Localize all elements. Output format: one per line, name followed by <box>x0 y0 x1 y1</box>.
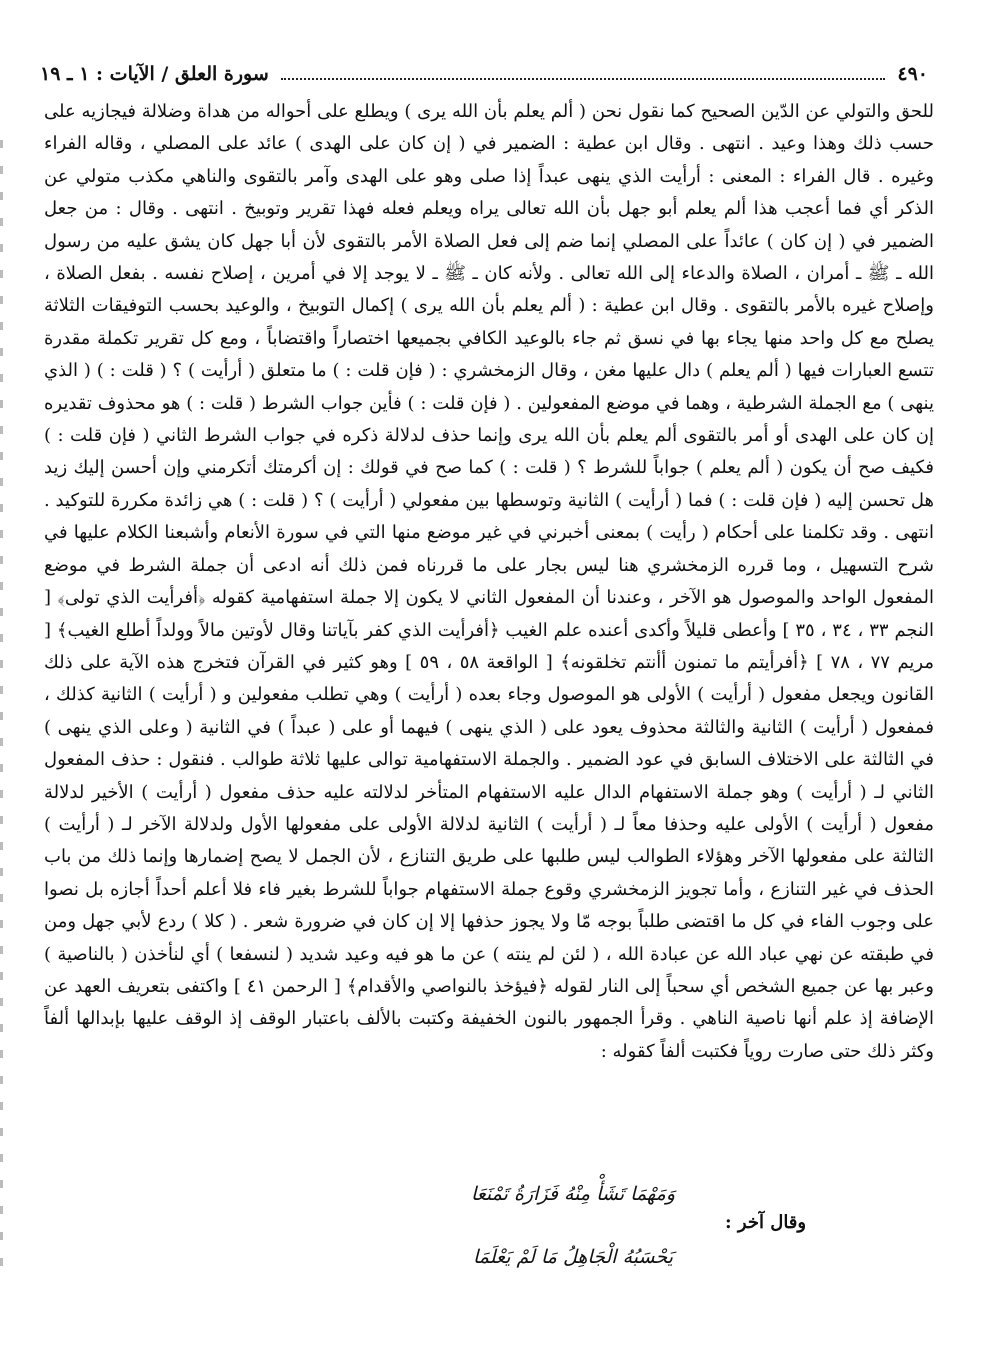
verse-connector: وقال آخر : <box>725 1212 807 1233</box>
running-title: سورة العلق / الآيات : ١ ـ ١٩ <box>40 63 269 85</box>
poetry-verse-2: يَحْسَبُهُ الْجَاهِلُ مَا لَمْ يَعْلَمَا <box>472 1246 674 1268</box>
commentary-paragraph: للحق والتولي عن الدّين الصحيح كما نقول نحن ( ألم يعلم بأن الله يرى ) ويطلع على أحواله من هداة وضلالة فيجازيه على حسب ذلك وهذا وعيد . انتهى . وقال ابن عطية : الضمير في ( إن كان على الهدى ) عائد على المصلي ، وقاله الفراء وغيره . قال الفراء : المعنى : أرأيت الذي ينهى عبداً إذا صلى وهو على الهدى وآمر بالتقوى والناهي مكذب متولي عن الذكر أي فما أعجب هذا ألم يعلم أبو جهل بأن الله تعالى يراه ويعلم فعله فهذا تقرير وتوبيخ . انتهى . وقال : من جعل الضمير في ( إن كان ) عائداً على المصلي إنما ضم إلى فعل الصلاة الأمر بالتقوى لأن أبا جهل كان يشق عليه من رسول الله ـ ﷺ ـ أمران ، الصلاة والدعاء إلى الله تعالى . ولأنه كان ـ ﷺ ـ لا يوجد إلا في أمرين ، إصلاح نفسه . بفعل الصلاة ، وإصلاح غيره بالأمر بالتقوى . وقال ابن عطية : ( ألم يعلم بأن الله يرى ) إكمال التوبيخ ، والوعيد بحسب التوفيقات الثلاثة يصلح مع كل واحد منها يجاء بها في نسق ثم جاء بالوعيد الكافي بجميعها اختصاراً واقتضاباً ، ومع كل تقرير تكملة مقدرة تتسع العبارات فيها ( ألم يعلم ) دال عليها مغن ، وقال الزمخشري : ( فإن قلت : ) ما متعلق ( أرأيت ) ؟ ( قلت : ) ( الذي ينهى ) مع الجملة الشرطية ، وهما في موضع المفعولين . ( فإن قلت : ) فأين جواب الشرط ( قلت : ) هو محذوف تقديره إن كان على الهدى أو أمر بالتقوى ألم يعلم بأن الله يرى وإنما حذف لدلالة ذكره في جواب الشرط الثاني ( فإن قلت : ) فكيف صح أن يكون ( ألم يعلم ) جواباً للشرط ؟ ( قلت : ) كما صح في قولك : إن أكرمتك أتكرمني وإن أحسن إليك زيد هل تحسن إليه ( فإن قلت : ) فما ( أرأيت ) الثانية وتوسطها بين مفعولي ( أرأيت ) ؟ ( قلت : ) هي زائدة مكررة للتوكيد . انتهى . وقد تكلمنا على أحكام ( رأيت ) بمعنى أخبرني في غير موضع منها التي في سورة الأنعام وأشبعنا الكلام عليها في شرح التسهيل ، وما قرره الزمخشري هنا ليس بجار على ما قررناه فمن ذلك أنه ادعى أن جملة الشرط في موضع المفعول الواحد والموصول هو الآخر ، وعندنا أن المفعول الثاني لا يكون إلا جملة استفهامية كقوله ﴿أفرأيت الذي تولى﴾ [ النجم ٣٣ ، ٣٤ ، ٣٥ ] وأعطى قليلاً وأكدى أعنده علم الغيب ﴿أفرأيت الذي كفر بآياتنا وقال لأوتين مالاً وولداً أطلع الغيب﴾ [ مريم ٧٧ ، ٧٨ ] ﴿أفرأيتم ما تمنون أأنتم تخلقونه﴾ [ الواقعة ٥٨ ، ٥٩ ] وهو كثير في القرآن فتخرج هذه الآية على ذلك القانون ويجعل مفعول ( أرأيت ) الأولى هو الموصول وجاء بعده ( أرأيت ) وهي تطلب مفعولين و ( أرأيت ) الثانية كذلك ، فمفعول ( أرأيت ) الثانية والثالثة محذوف يعود على ( الذي ينهى ) فيهما أو على ( عبداً ) في الثانية ( وعلى الذي ينهى ) في الثالثة على الاختلاف السابق في عود الضمير . والجملة الاستفهامية توالى عليها ثلاثة طوالب . فنقول : حذف المفعول الثاني لـ ( أرأيت ) وهو جملة الاستفهام الدال عليه الاستفهام المتأخر لدلالته عليه حذف مفعول ( أرأيت ) الأخير لدلالة مفعول ( أرأيت ) الأولى عليه وحذفا معاً لـ ( أرأيت ) الثانية لدلالة الأولى على مفعولها الأول ولدلالة الآخر لـ ( أرأيت ) الثالثة على مفعولها الآخر وهؤلاء الطوالب ليس طلبها على طريق التنازع ، لأن الجمل لا يصح إضمارها وإنما ذلك من باب الحذف في غير التنازع ، وأما تجويز الزمخشري وقوع جملة الاستفهام جواباً للشرط بغير فاء فلا أعلم أحداً أجازه بل نصوا على وجوب الفاء في كل ما اقتضى طلباً بوجه مّا ولا يجوز حذفها إلا إن كان في ضرورة شعر . ( كلا ) ردع لأبي جهل ومن في طبقته عن نهي عباد الله عن عبادة الله ، ( لئن لم ينته ) عن ما هو فيه وعيد شديد ( لنسفعا ) أي لنأخذن ( بالناصية ) وعبر بها عن جميع الشخص أي سحباً إلى النار لقوله ﴿فيؤخذ بالنواصي والأقدام﴾ [ الرحمن ٤١ ] واكتفى بتعريف العهد عن الإضافة إذ علم أنها ناصية الناهي . وقرأ الجمهور بالنون الخفيفة وكتبت بالألف باعتبار الوقف إذ الوقف عليها بإبدالها ألفاً وكثر ذلك حتى صارت روياً فكتبت ألفاً كقوله : <box>44 101 935 1062</box>
page-number: ٤٩٠ <box>897 63 928 85</box>
body-text <box>44 96 934 1068</box>
poetry-verse-1: وَمَهْمَا تَشَأْ مِنْهُ فَزَارَةُ تَمْنَعَا <box>470 1183 676 1205</box>
page-header <box>40 60 928 88</box>
header-dotted-leader <box>281 68 886 80</box>
scan-edge-shadow <box>0 140 3 1280</box>
